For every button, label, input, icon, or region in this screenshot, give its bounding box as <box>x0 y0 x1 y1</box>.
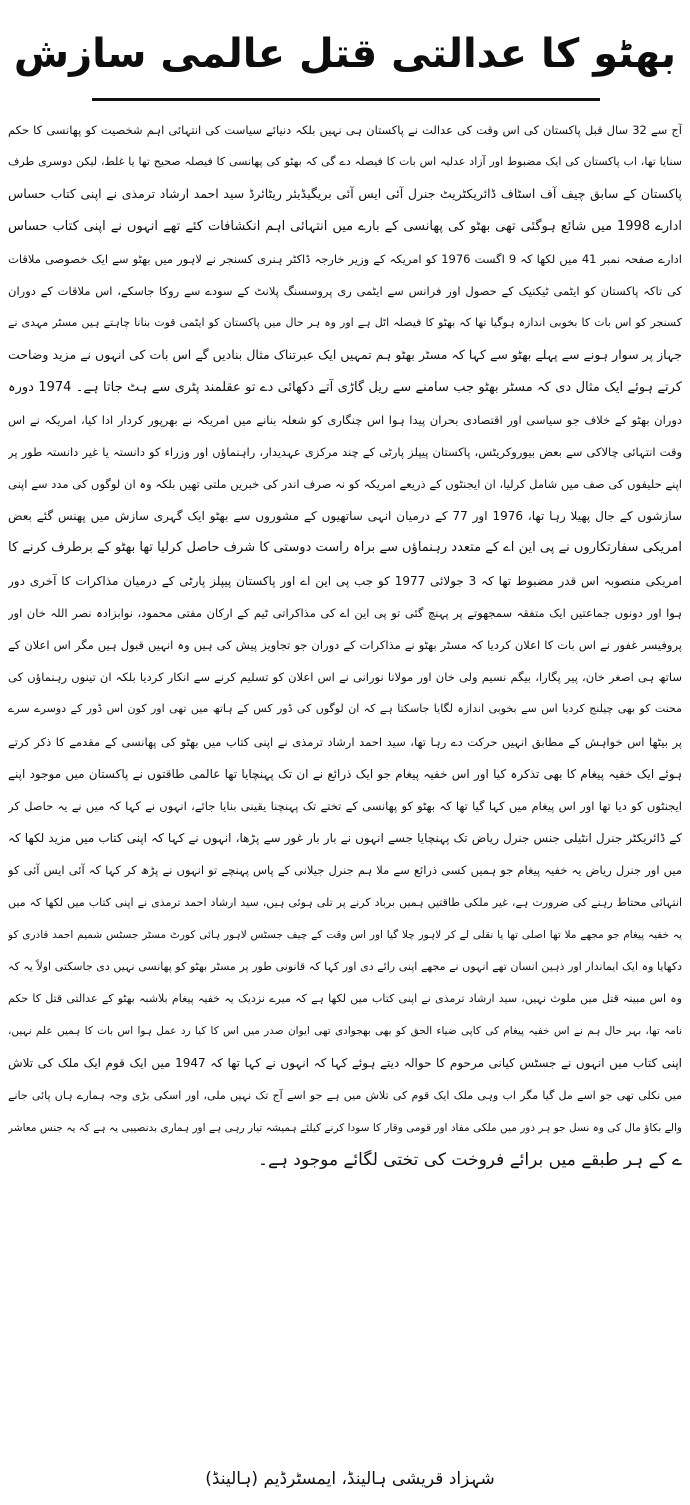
body-line: یہ خفیہ پیغام جو مجھے ملا تھا اصلی تھا یا نقلی لے کر لاہور چلا گیا اور اس وقت کے چیف جسٹس لاہور ہائی کورٹ مسٹر جسٹس شمیم احمد قادری کو <box>8 928 682 941</box>
body-line: ہوا اور دونوں جماعتیں ایک متفقہ سمجھوتے پر پہنچ گئی تو پی این اے کی مذاکراتی ٹیم کے ارکان مفتی محمود، نوابزادہ نصر اللہ خان اور <box>8 605 682 620</box>
body-line: انتہائی محتاط رہنے کی ضرورت ہے، غیر ملکی طاقتیں ہمیں برباد کرنے پر تلی ہوئی ہیں، سید ارشاد احمد ترمذی نے اپنی کتاب میں لکھا کہ میں <box>8 895 682 909</box>
body-line: اپنے حلیفوں کی صف میں شامل کرلیا، ان ایجنٹوں کے ذریعے امریکہ کو نہ صرف اندر کی خبریں ملتی تھیں بلکہ وہ ان لوگوں کی مدد سے اپنی <box>8 477 682 492</box>
body-line: ساتھ ہی اصغر خان، پیر پگارا، بیگم نسیم ولی خان اور مولانا نورانی نے اس اعلان کو تسلیم کرنے سے انکار کردیا بلکہ ان تینوں رہنماؤں کی <box>8 670 682 685</box>
body-line: ایجنٹوں کو دیا تھا اور اس پیغام میں کہا گیا تھا کہ بھٹو کو پھانسی کے تختے تک پہنچنا یقینی بنایا جائے، انہوں نے کہا کہ میں نے یہ حاصل کر <box>8 798 682 813</box>
body-line: کرتے ہوئے ایک مثال دی کہ مسٹر بھٹو جب سامنے سے ریل گاڑی آتے دکھائی دے تو عقلمند پٹری سے ہٹ جاتا ہے۔ 1974 دورہ <box>8 379 682 395</box>
body-line: ہوئے ایک خفیہ پیغام کا بھی تذکرہ کیا اور اس خفیہ پیغام جو ایک ذرائع نے ان تک پہنچایا تھا عالمی طاقتوں نے پاکستان میں موجود اپنے <box>8 766 682 781</box>
body-line: سازشوں کے جال پھیلا رہا تھا، 1976 اور 77 کے درمیان انہی ساتھیوں کے مشوروں سے بھٹو ایک گہری سازش میں پھنس گئے بعض <box>8 509 682 524</box>
body-line: امریکی منصوبہ اس قدر مضبوط تھا کہ 3 جولائی 1977 کو جب پی این اے اور پاکستان پیپلز پارٹی کے درمیان مذاکرات کا آخری دور <box>8 573 682 588</box>
body-line: کے ڈائریکٹر جنرل انٹیلی جنس جنرل ریاض تک پہنچایا جسے انہوں نے بار بار غور سے پڑھا، انہوں نے کہا کہ اپنی کتاب میں مزید لکھا کہ <box>8 831 682 846</box>
body-line: وہ اس مبینہ قتل میں ملوث نہیں، سید ارشاد ترمذی نے اپنی کتاب میں لکھا ہے کہ میرے نزدیک یہ خفیہ پیغام بلاشبہ بھٹو کے عدالتی قتل کا حکم <box>8 992 682 1006</box>
headline-rule <box>92 98 600 101</box>
body-line: دوران بھٹو کے خلاف جو سیاسی اور اقتصادی بحران پیدا ہوا اس چنگاری کو شعلہ بنانے میں امریکہ نے بھرپور کردار ادا کیا، امریکہ نے اس <box>8 412 682 427</box>
body-line: میں نکلی تھی جو اسے مل گیا مگر اب وہی ملک ایک قوم کی تلاش میں ہے جو اسے آج تک نہیں ملی، اور اسکی بڑی وجہ ہمارے ہاں پائی جانے <box>8 1088 682 1102</box>
body-line: میں اور جنرل ریاض یہ خفیہ پیغام جو ہمیں کسی ذرائع سے ملا ہم جنرل جیلانی کے پاس پہنچے تو انہوں نے پڑھ کر کہا کہ آئی ایس آئی کو <box>8 863 682 878</box>
body-line: کی تاکہ پاکستان کو ایٹمی ٹیکنیک کے حصول اور فرانس سے ایٹمی ری پروسسنگ پلانٹ کے سودے سے روکا جاسکے، اس ملاقات کے دوران <box>8 283 682 298</box>
body-line: امریکی سفارتکاروں نے پی این اے کے متعدد رہنماؤں سے براہ راست دوستی کا شرف حاصل کرلیا تھا بھٹو کے برطرف کرنے کا <box>8 540 682 556</box>
headline: بھٹو کا عدالتی قتل عالمی سازش <box>13 31 677 77</box>
body-line: کسنجر کو اس بات کا بخوبی اندازہ ہوگیا تھا کہ بھٹو کا فیصلہ اٹل ہے اور وہ ہر حال میں پاکستان کو ایٹمی قوت بنانا چاہتے ہیں مسٹر مہدی نے <box>8 316 682 330</box>
body-line: پر بیٹھا اس خواہش کے مطابق انہیں حرکت دے رہا تھا، سید احمد ارشاد ترمذی نے اپنی کتاب میں بھٹو کی پھانسی کے مقدمے کا ذکر کرتے <box>8 734 682 749</box>
body-line: والے بکاؤ مال کی وہ نسل جو ہر دور میں ملکی مفاد اور قومی وقار کا سودا کرنے کیلئے ہمیشہ تیار رہی ہے اور ہماری بدنصیبی یہ ہے کہ یہ جنس معاشر <box>8 1121 682 1134</box>
article-body <box>8 114 682 1464</box>
body-line: ادارے صفحہ نمبر 41 میں لکھا کہ 9 اگست 1976 کو امریکہ کے وزیر خارجہ ڈاکٹر ہنری کسنجر نے لاہور میں بھٹو سے ایک خصوصی ملاقات <box>8 251 682 266</box>
body-line: وقت انتہائی چالاکی سے بعض بیوروکریٹس، پاکستان پیپلز پارٹی کے چند مرکزی عہدیدار، راہنماؤں اور وزراء کو دانستہ یا غیر دانستہ طور پر <box>8 444 682 459</box>
body-line: سنایا تھا، اب پاکستان کی ایک مضبوط اور آزاد عدلیہ اس بات کا فیصلہ دے گی کہ بھٹو کی پھانسی کا فیصلہ صحیح تھا یا غلط، لیکن دوسری طرف <box>8 155 682 169</box>
body-line: نامہ تھا، بہر حال ہم نے اس خفیہ پیغام کی کاپی ضیاء الحق کو بھی بھجوادی تھی ایوان صدر میں اس کا کیا رد عمل ہوا اس بات کا ہمیں علم نہیں، <box>8 1025 682 1038</box>
body-line: جہاز پر سوار ہونے سے پہلے بھٹو سے کہا کہ مسٹر بھٹو ہم تمہیں ایک عبرتناک مثال بنادیں گے اس بات کی انہوں نے مزید وضاحت <box>8 347 682 363</box>
body-line: ے کے ہر طبقے میں برائے فروخت کی تختی لگائے موجود ہے۔ <box>258 1150 682 1170</box>
body-line: پروفیسر غفور نے اس بات کا اعلان کردیا کہ مسٹر بھٹو نے مذاکرات کے دوران جو تجاویز پیش کی ہیں وہ انہیں قبول ہیں مگر اس اعلان کے <box>8 638 682 652</box>
body-line: اپنی کتاب میں انہوں نے جسٹس کیانی مرحوم کا حوالہ دیتے ہوئے کہا کہ انہوں نے کہا تھا کہ 1947 میں ایک قوم ایک ملک کی تلاش <box>8 1056 682 1071</box>
byline: شہزاد قریشی ہالینڈ، ایمسٹرڈیم (ہالینڈ) <box>205 1469 495 1489</box>
body-line: پاکستان کے سابق چیف آف اسٹاف ڈائریکٹریٹ جنرل آئی ایس آئی بریگیڈیئر ریٹائرڈ سید احمد ارشاد ترمذی نے اپنی کتاب حساس <box>8 186 682 202</box>
body-line: دکھایا وہ ایک ایماندار اور ذہین انسان تھے انہوں نے مجھے اپنی رائے دی اور کہا کہ قانونی طور پر مسٹر بھٹو کو پھانسی نہیں دی جاسکتی اولاً یہ کہ <box>8 959 682 973</box>
body-line: ادارے 1998 میں شائع ہوگئی تھی بھٹو کی پھانسی کے بارے میں انتہائی اہم انکشافات کئے تھے انہوں نے اپنی کتاب حساس <box>8 218 682 234</box>
body-line: محنت کو بھی چیلنج کردیا اس سے بخوبی اندازہ لگایا جاسکتا ہے کہ ان لوگوں کی ڈور کس کے ہاتھ میں تھی اور کون اس ڈور کے دوسرے سرے <box>8 702 682 716</box>
body-line: آج سے 32 سال قبل پاکستان کی اس وقت کی عدالت نے پاکستان ہی نہیں بلکہ دنیائے سیاست کی انتہائی اہم شخصیت کو پھانسی کا حکم <box>8 123 682 137</box>
